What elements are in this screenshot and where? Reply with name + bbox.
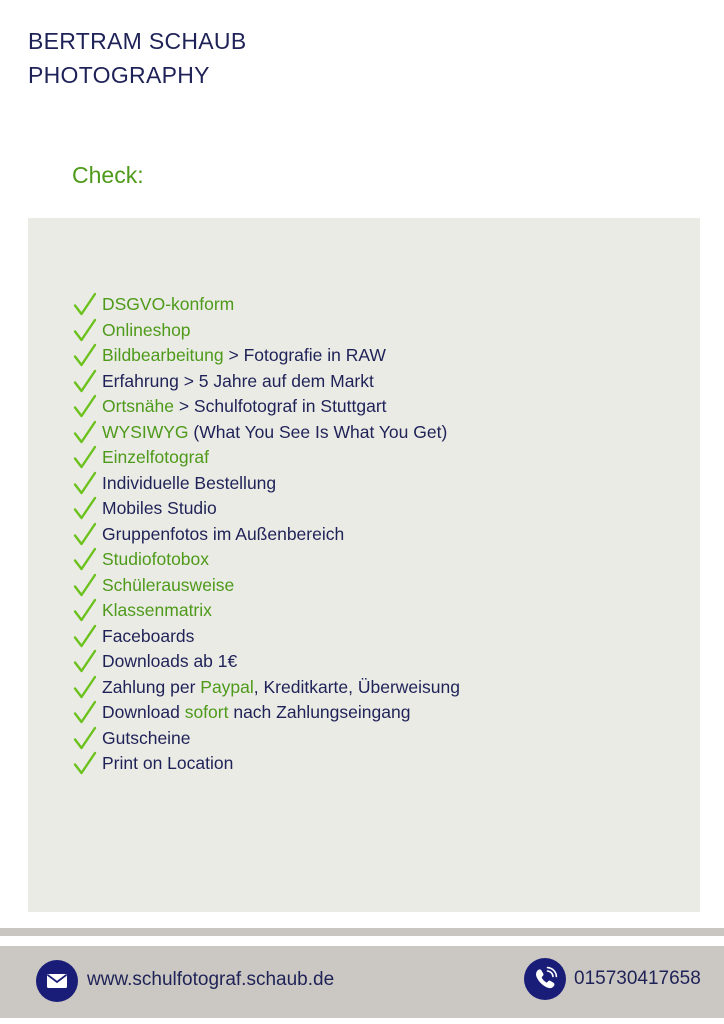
check-icon xyxy=(72,369,98,394)
list-item-text: Gruppenfotos im Außenbereich xyxy=(102,523,345,544)
brand-name: BERTRAM SCHAUB xyxy=(28,28,247,54)
phone-icon xyxy=(524,958,566,1000)
check-icon xyxy=(72,624,98,649)
phone-number[interactable]: 015730417658 xyxy=(574,968,701,989)
check-icon xyxy=(72,471,98,496)
check-icon xyxy=(72,445,98,470)
envelope-icon xyxy=(36,960,78,1002)
check-icon xyxy=(72,751,98,776)
list-item-text: (What You See Is What You Get) xyxy=(188,421,448,442)
check-icon xyxy=(72,292,98,317)
check-icon xyxy=(72,420,98,445)
check-icon xyxy=(72,573,98,598)
list-item-text: Individuelle Bestellung xyxy=(102,472,277,493)
check-icon xyxy=(72,394,98,419)
list-item-text: DSGVO-konform xyxy=(102,294,235,315)
list-item-text: nach Zahlungseingang xyxy=(228,702,411,723)
list-item xyxy=(72,547,460,573)
list-item-text: , Kreditkarte, Überweisung xyxy=(253,676,460,697)
list-item xyxy=(72,726,460,752)
brand-subtitle: PHOTOGRAPHY xyxy=(28,62,210,88)
list-item-text: > Fotografie in RAW xyxy=(223,345,386,366)
check-icon xyxy=(72,343,98,368)
list-item-text: Download xyxy=(102,702,185,723)
list-item xyxy=(72,369,460,395)
list-item-text: Print on Location xyxy=(102,753,234,774)
list-item xyxy=(72,420,460,446)
checklist xyxy=(72,292,460,777)
list-item-text: Einzelfotograf xyxy=(102,447,210,468)
list-item xyxy=(72,471,460,497)
check-icon xyxy=(72,700,98,725)
list-item xyxy=(72,318,460,344)
check-heading: Check: xyxy=(72,162,144,188)
list-item xyxy=(72,624,460,650)
list-item-text: Zahlung per xyxy=(102,676,201,697)
list-item-text: Gutscheine xyxy=(102,727,191,748)
list-item xyxy=(72,292,460,318)
list-item xyxy=(72,573,460,599)
list-item-text: WYSIWYG xyxy=(102,421,189,442)
footer xyxy=(0,946,724,1018)
list-item-text: Onlineshop xyxy=(102,319,191,340)
check-icon xyxy=(72,649,98,674)
list-item-text: Mobiles Studio xyxy=(102,498,217,519)
check-icon xyxy=(72,598,98,623)
website-link[interactable]: www.schulfotograf.schaub.de xyxy=(87,969,335,990)
list-item xyxy=(72,445,460,471)
list-item-text: Ortsnähe xyxy=(102,396,174,417)
list-item xyxy=(72,700,460,726)
check-icon xyxy=(72,726,98,751)
list-item xyxy=(72,522,460,548)
list-item xyxy=(72,649,460,675)
footer-divider xyxy=(0,928,724,936)
list-item-text: Faceboards xyxy=(102,625,195,646)
list-item xyxy=(72,598,460,624)
check-icon xyxy=(72,675,98,700)
list-item xyxy=(72,496,460,522)
check-icon xyxy=(72,522,98,547)
list-item-text: > Schulfotograf in Stuttgart xyxy=(173,396,387,417)
list-item-text: Erfahrung > 5 Jahre auf dem Markt xyxy=(102,370,374,391)
list-item-text: Klassenmatrix xyxy=(102,600,212,621)
list-item-text: Schülerausweise xyxy=(102,574,235,595)
list-item xyxy=(72,343,460,369)
list-item-text: Bildbearbeitung xyxy=(102,345,224,366)
list-item xyxy=(72,675,460,701)
check-icon xyxy=(72,496,98,521)
list-item-text: sofort xyxy=(184,702,229,723)
list-item xyxy=(72,751,460,777)
list-item-text: Downloads ab 1€ xyxy=(102,651,238,672)
check-icon xyxy=(72,547,98,572)
check-icon xyxy=(72,318,98,343)
list-item-text: Studiofotobox xyxy=(102,549,210,570)
list-item-text: Paypal xyxy=(200,676,254,697)
list-item xyxy=(72,394,460,420)
brand-title xyxy=(28,24,246,92)
